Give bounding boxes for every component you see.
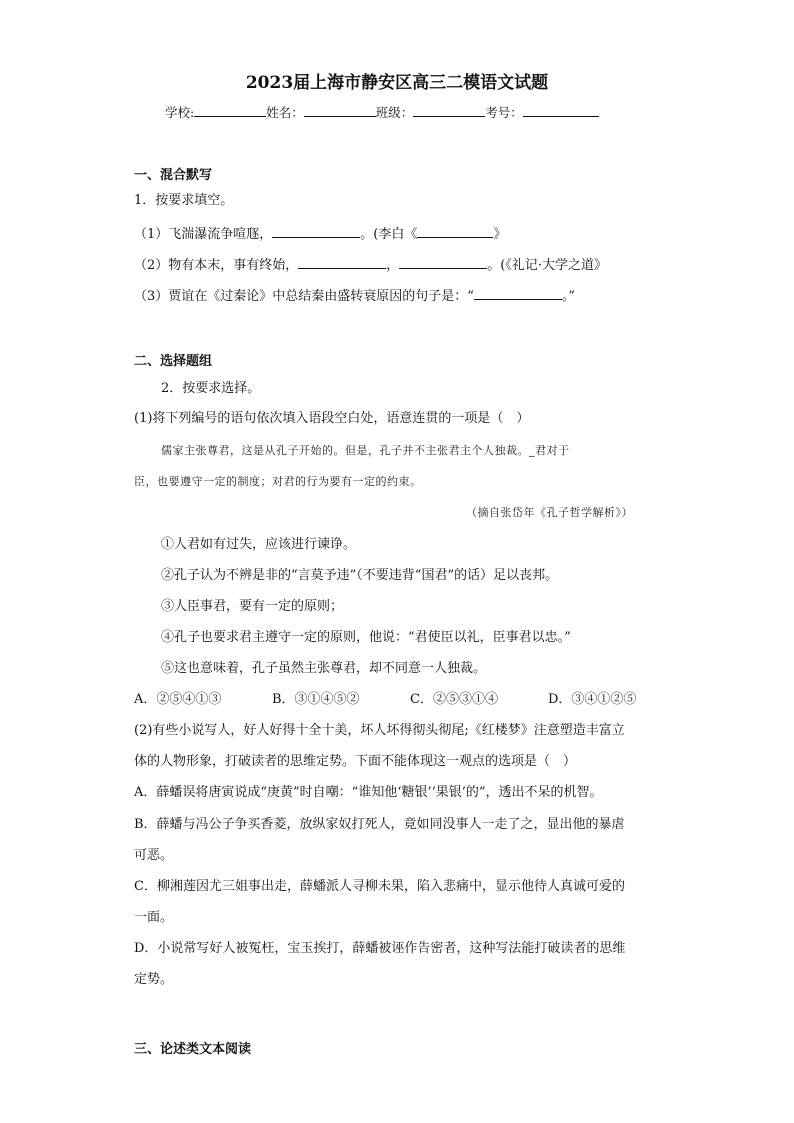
fill-item-2-text-a: （2）物有本末，事有终始， [134,258,299,273]
fill-item-2-text-c: 。(《礼记·大学之道》 [487,258,608,273]
fill-blank [474,286,562,300]
section-heading-1: 一、混合默写 [134,168,213,183]
passage-line: 臣，也要遵守一定的制度；对君的行为要有一定的约束。 [134,475,422,488]
fill-item-1-text-b: 。(李白《 [360,227,418,242]
fill-blank [417,224,493,238]
fill-blank [272,224,360,238]
section-heading-3: 三、论述类文本阅读 [134,1042,252,1057]
school-label: 学校: [165,105,195,120]
fill-item-3-text-b: 。” [561,289,576,304]
question-2: 2．按要求选择。 [161,381,261,396]
exam-header [165,103,599,122]
fill-item-3-text-a: （3）贾谊在《过秦论》中总结秦由盛转衰原因的句子是：“ [134,289,474,304]
choice-a[interactable]: A．②⑤④①③ [134,692,222,707]
fill-blank [399,255,487,269]
answer-option-a[interactable]: A．薛蟠误将唐寅说成“庚黄”时自嘲：“谁知他‘糖银’‘果银’的”，透出不呆的机智。 [134,785,603,800]
choice-c[interactable]: C．②⑤③①④ [410,692,498,707]
page-title: 2023届上海市静安区高三二模语文试题 [245,73,549,93]
sentence-option-2: ②孔子认为不辨是非的“言莫予违”（不要违背“国君”的话）足以丧邦。 [161,568,559,583]
answer-option-c-cont: 一面。 [134,910,174,925]
section-heading-2: 二、选择题组 [134,354,213,369]
sub-question-1: (1)将下列编号的语句依次填入语段空白处，语意连贯的一项是（ ） [134,411,530,426]
fill-item-2 [134,255,607,275]
answer-option-b[interactable]: B．薛蟠与冯公子争买香菱，放纵家奴打死人，竟如同没事人一走了之，显出他的暴虐 [134,817,625,832]
fill-item-1-text-c: 》 [493,227,507,242]
fill-item-1-text-a: （1）飞湍瀑流争喧豗， [134,227,273,242]
question-1: 1．按要求填空。 [134,193,234,208]
sentence-option-3: ③人臣事君，要有一定的原则； [161,599,344,614]
name-blank [304,103,376,117]
choice-b[interactable]: B．③①④⑤② [272,692,360,707]
passage-line: 儒家主张尊君，这是从孔子开始的。但是，孔子并不主张君主个人独裁。_君对于 [161,444,570,457]
fill-item-1 [134,224,506,244]
fill-item-2-text-b: ， [386,258,400,273]
sentence-option-1: ①人君如有过失，应该进行谏诤。 [161,537,357,552]
exam-no-blank [523,103,599,117]
school-blank [194,103,266,117]
exam-no-label: 考号： [485,105,523,120]
sentence-option-4: ④孔子也要求君主遵守一定的原则，他说：“君使臣以礼，臣事君以忠。” [161,630,571,645]
answer-option-d[interactable]: D．小说常写好人被冤枉，宝玉挨打，薛蟠被诬作告密者，这种写法能打破读者的思维 [134,941,626,956]
sentence-option-5: ⑤这也意味着，孔子虽然主张尊君，却不同意一人独裁。 [161,661,487,676]
answer-option-b-cont: 可恶。 [134,848,174,863]
name-label: 姓名： [266,105,304,120]
choice-d[interactable]: D．③④①②⑤ [548,692,637,707]
sub-question-2-cont: 体的人物形象，打破读者的思维定势。下面不能体现这一观点的选项是（ ） [134,754,577,769]
fill-item-3 [134,286,575,306]
answer-option-c[interactable]: C．柳湘莲因尤三姐事出走，薛蟠派人寻柳未果，陷入悲痛中，显示他待人真诚可爱的 [134,879,625,894]
passage-source: （摘自张岱年《孔子哲学解析》） [466,506,633,519]
answer-option-d-cont: 定势。 [134,972,174,987]
fill-blank [298,255,386,269]
sub-question-2: (2)有些小说写人，好人好得十全十美，坏人坏得彻头彻尾;《红楼梦》注意塑造丰富立 [134,723,625,738]
class-blank [413,103,485,117]
class-label: 班级： [375,105,414,120]
